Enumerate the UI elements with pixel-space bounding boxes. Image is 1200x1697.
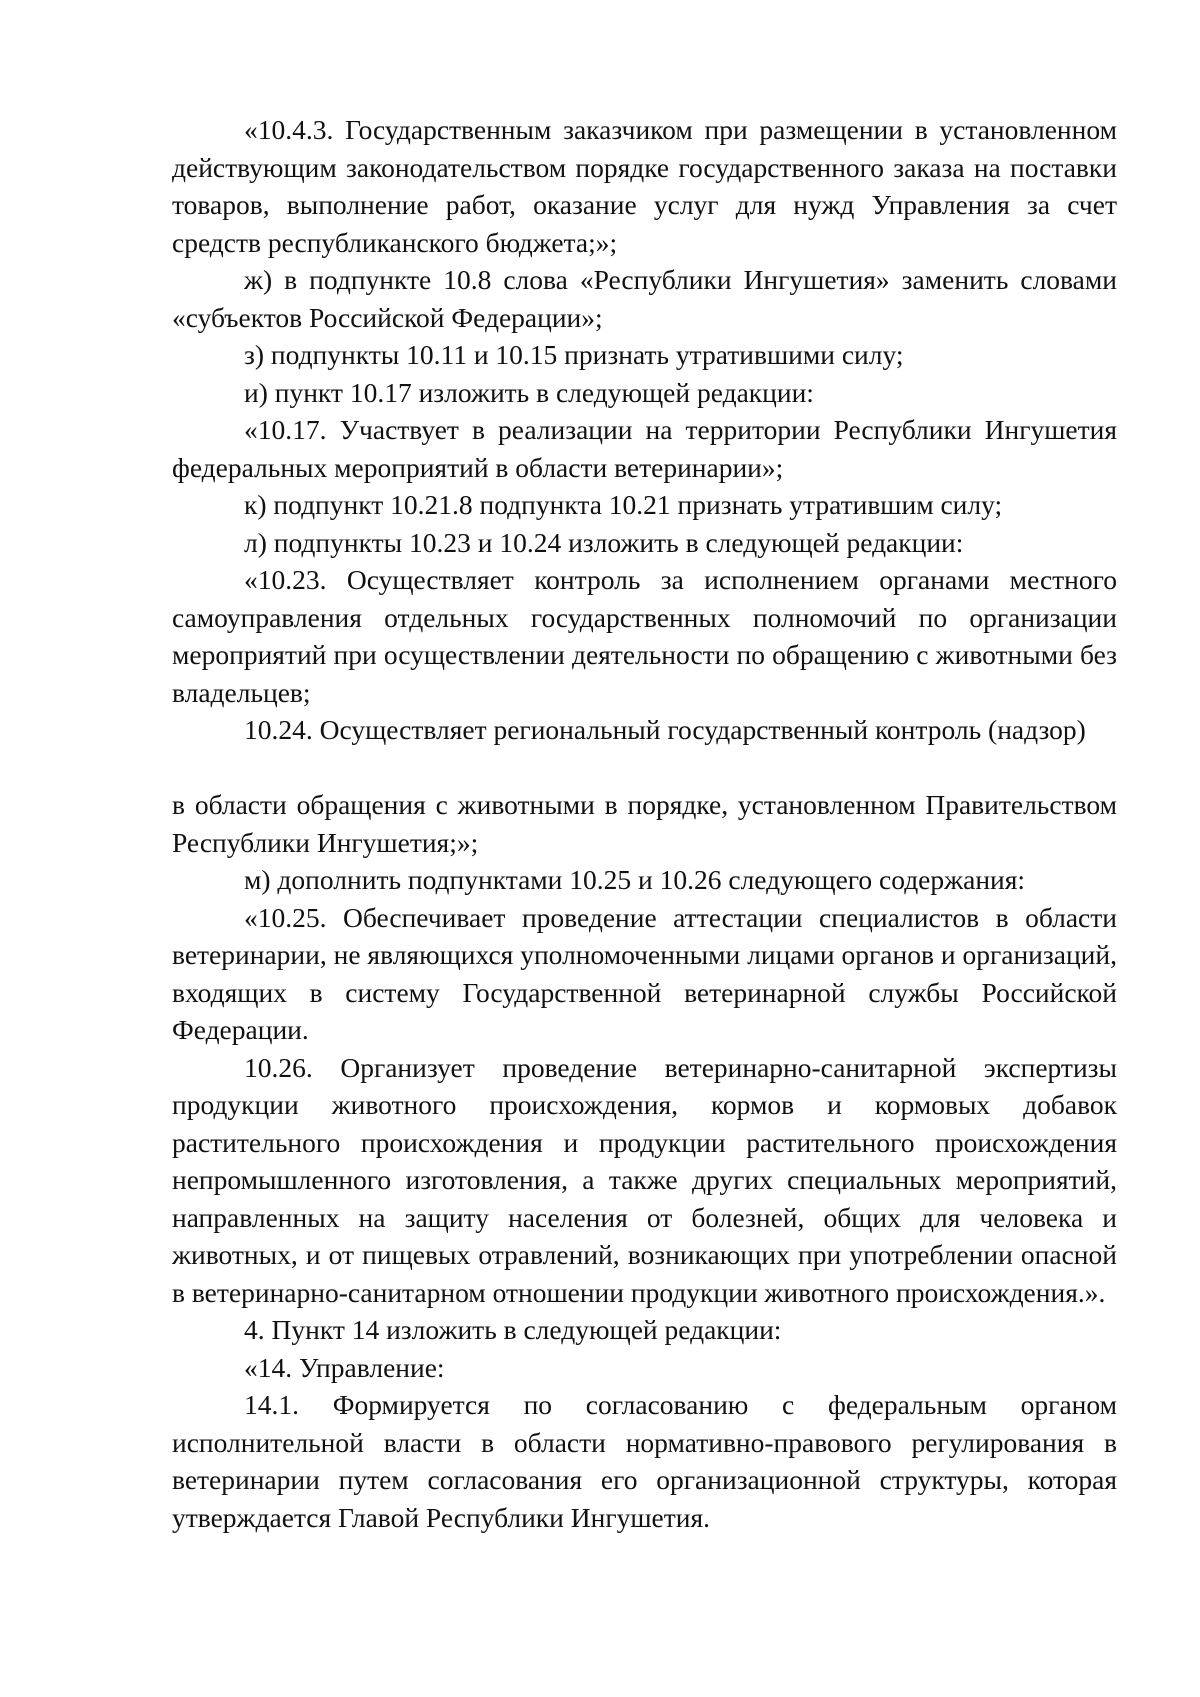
paragraph-10-26: 10.26. Организует проведение ветеринарно-санитарной экспертизы продукции животного происхождения, кормов и кормовых добавок растительного происхождения и продукции растительного происхождения непромышленного изготовления, а также других специальных мероприятий, направленных на защиту населения от болезней, общих для человека и животных, и от пищевых отравлений, возникающих при употреблении опасной в ветеринарно-санитарном отношении продукции животного происхождения.».: [172, 1051, 1117, 1308]
paragraph-point-4: 4. Пункт 14 изложить в следующей редакции:: [244, 1314, 782, 1345]
paragraph-10-24: 10.24. Осуществляет региональный государственный контроль (надзор): [244, 714, 1086, 745]
document-page: [172, 111, 1117, 1536]
paragraph-10-23: «10.23. Осуществляет контроль за исполнением органами местного самоуправления отдельных государственных полномочий по организации мероприятий при осуществлении деятельности по обращению с животными без владельцев;: [172, 564, 1117, 708]
paragraph-k: к) подпункт 10.21.8 подпункта 10.21 признать утратившим силу;: [244, 489, 1003, 520]
paragraph-10-25: «10.25. Обеспечивает проведение аттестации специалистов в области ветеринарии, не являющихся уполномоченными лицами органов и организаций, входящих в систему Государственной ветеринарной службы Российской Федерации.: [172, 901, 1117, 1045]
paragraph-10-24-continued: в области обращения с животными в порядке, установленном Правительством Республики Ингушетия;»;: [172, 789, 1117, 858]
paragraph-14: «14. Управление:: [244, 1351, 445, 1383]
paragraph-14-1: 14.1. Формируется по согласованию с федеральным органом исполнительной власти в области нормативно-правового регулирования в ветеринарии путем согласования его организационной структуры, которая утверждается Главой Республики Ингушетия.: [172, 1389, 1117, 1533]
paragraph-10-17: «10.17. Участвует в реализации на территории Республики Ингушетия федеральных мероприятий в области ветеринарии»;: [172, 414, 1117, 483]
paragraph-z: з) подпункты 10.11 и 10.15 признать утратившими силу;: [244, 339, 904, 370]
paragraph-m: м) дополнить подпунктами 10.25 и 10.26 следующего содержания:: [244, 864, 1026, 895]
paragraph-l: л) подпункты 10.23 и 10.24 изложить в следующей редакции:: [244, 526, 964, 558]
paragraph-i: и) пункт 10.17 изложить в следующей редакции:: [244, 376, 814, 408]
paragraph-zh: ж) в подпункте 10.8 слова «Республики Ингушетия» заменить словами «субъектов Российской Федерации»;: [172, 264, 1117, 333]
paragraph-10-4-3: «10.4.3. Государственным заказчиком при размещении в установленном действующим законодательством порядке государственного заказа на поставки товаров, выполнение работ, оказание услуг для нужд Управления за счет средств республиканского бюджета;»;: [172, 114, 1117, 258]
